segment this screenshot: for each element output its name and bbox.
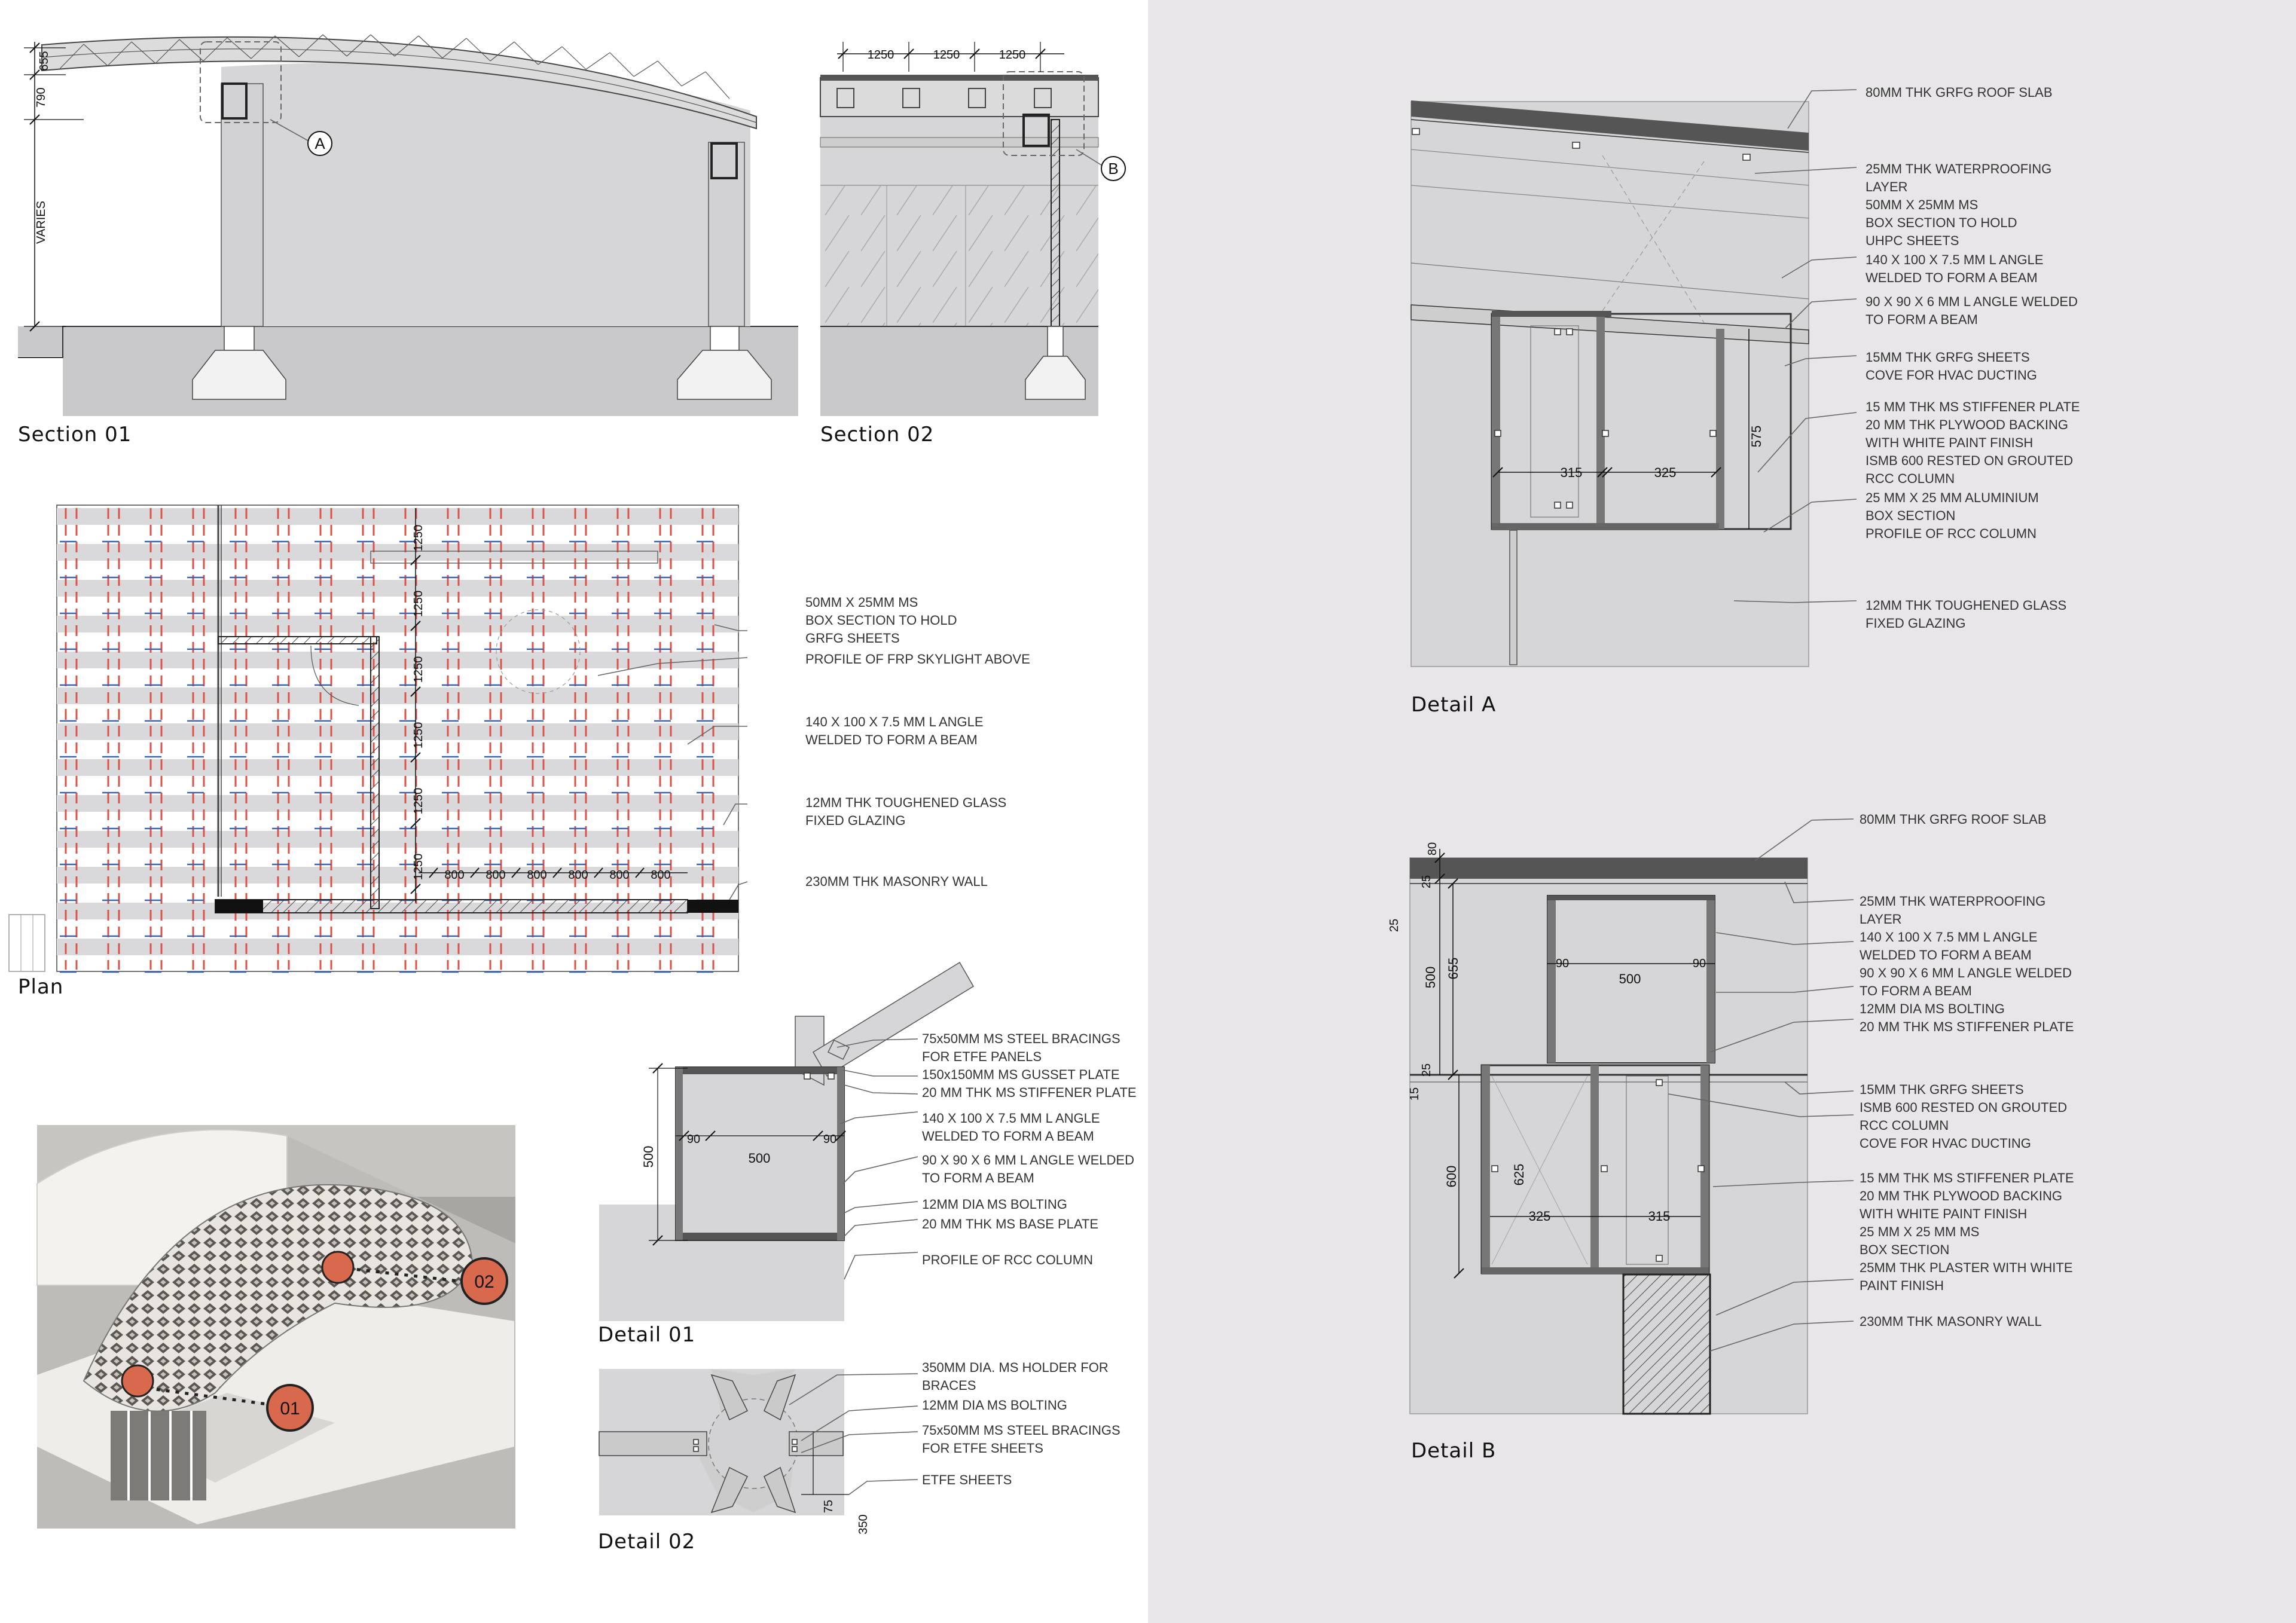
annotation-note: RCC COLUMN xyxy=(1860,1118,1949,1133)
section-02-drawing xyxy=(820,42,1125,416)
annotation-note: TO FORM A BEAM xyxy=(922,1170,1034,1185)
detail-b-dim-315: 315 xyxy=(1648,1209,1671,1224)
annotation-note: WITH WHITE PAINT FINISH xyxy=(1866,435,2034,450)
annotation-note: 75x50MM MS STEEL BRACINGS xyxy=(922,1031,1120,1046)
annotation-note: 25MM THK PLASTER WITH WHITE xyxy=(1860,1260,2073,1275)
plan-dim-vertical: 1250 xyxy=(412,853,425,881)
annotation-note: 80MM THK GRFG ROOF SLAB xyxy=(1860,812,2047,827)
section-02-dim-2: 1250 xyxy=(933,48,960,62)
annotation-note: 20 MM THK PLYWOOD BACKING xyxy=(1860,1188,2063,1203)
annotation-note: 12MM DIA MS BOLTING xyxy=(1860,1001,2005,1016)
section-01-title: Section 01 xyxy=(18,423,132,447)
annotation-note: 140 X 100 X 7.5 MM L ANGLE xyxy=(1860,930,2038,945)
detail-b-dim-90a: 90 xyxy=(1555,957,1570,970)
annotation-note: TO FORM A BEAM xyxy=(1860,983,1972,998)
plan-band xyxy=(57,544,738,561)
detail-02-dim-350: 350 xyxy=(857,1514,870,1535)
plan-drawing xyxy=(9,505,747,972)
plan-dim-horizontal: 800 xyxy=(651,869,671,882)
annotation-note: 20 MM THK MS STIFFENER PLATE xyxy=(922,1085,1137,1100)
annotation-note: 15MM THK GRFG SHEETS xyxy=(1866,350,2030,365)
detail-a-title: Detail A xyxy=(1411,693,1497,717)
detail-b-dim-325: 325 xyxy=(1528,1209,1551,1224)
annotation-note: BRACES xyxy=(922,1378,976,1393)
annotation-note: 25 MM X 25 MM MS xyxy=(1860,1224,1980,1239)
detail-a-drawing xyxy=(1411,90,1857,667)
annotation-note: 12MM THK TOUGHENED GLASS xyxy=(805,795,1007,810)
detail-01-dim-500h: 500 xyxy=(748,1151,771,1166)
annotation-note: 350MM DIA. MS HOLDER FOR xyxy=(922,1360,1109,1375)
detail-a-dim-575: 575 xyxy=(1749,425,1764,448)
section-01-dim-varies: VARIES xyxy=(35,201,48,244)
section-02-dim-3: 1250 xyxy=(999,48,1026,62)
section-01-dim-655: 655 xyxy=(38,51,51,71)
annotation-note: 12MM DIA MS BOLTING xyxy=(922,1197,1067,1212)
annotation-note: 20 MM THK MS STIFFENER PLATE xyxy=(1860,1019,2074,1034)
detail-02-dim-75: 75 xyxy=(822,1499,835,1514)
annotation-note: WELDED TO FORM A BEAM xyxy=(1860,947,2032,962)
annotation-note: BOX SECTION TO HOLD xyxy=(1866,215,2017,230)
annotation-note: 230MM THK MASONRY WALL xyxy=(805,874,988,889)
annotation-note: LAYER xyxy=(1866,179,1908,194)
section-01-dim-790: 790 xyxy=(35,87,48,108)
detail-b-dim-25a: 25 xyxy=(1420,875,1433,889)
section-01-drawing xyxy=(18,35,798,416)
plan-band xyxy=(57,723,738,740)
detail-a-dim-315: 315 xyxy=(1560,465,1583,480)
detail-a-dim-325: 325 xyxy=(1654,465,1677,480)
annotation-note: WITH WHITE PAINT FINISH xyxy=(1860,1206,2028,1221)
plan-band xyxy=(57,831,738,848)
plan-band xyxy=(57,759,738,776)
detail-01-notes xyxy=(922,1031,1137,1267)
annotation-note: 140 X 100 X 7.5 MM L ANGLE xyxy=(922,1111,1100,1126)
annotation-note: BOX SECTION xyxy=(1860,1242,1950,1257)
annotation-note: FOR ETFE SHEETS xyxy=(922,1441,1043,1456)
annotation-note: 20 MM THK PLYWOOD BACKING xyxy=(1866,417,2069,432)
callout-b-label: B xyxy=(1108,160,1119,178)
detail-b-dim-15: 15 xyxy=(1408,1087,1421,1101)
annotation-note: 90 X 90 X 6 MM L ANGLE WELDED xyxy=(1860,965,2072,980)
annotation-note: FIXED GLAZING xyxy=(1866,616,1966,631)
section-02-title: Section 02 xyxy=(820,423,935,447)
annotation-note: BOX SECTION xyxy=(1866,508,1956,523)
annotation-note: UHPC SHEETS xyxy=(1866,233,1959,248)
annotation-note: 50MM X 25MM MS xyxy=(1866,197,1979,212)
detail-01-drawing xyxy=(599,962,973,1321)
plan-band xyxy=(57,687,738,704)
annotation-note: TO FORM A BEAM xyxy=(1866,312,1978,327)
annotation-note: 15MM THK GRFG SHEETS xyxy=(1860,1082,2024,1097)
annotation-note: PAINT FINISH xyxy=(1860,1278,1944,1293)
detail-b-dim-90b: 90 xyxy=(1692,957,1706,970)
detail-b-dim-600: 600 xyxy=(1444,1165,1459,1188)
render-image xyxy=(37,1125,515,1529)
annotation-note: LAYER xyxy=(1860,912,1902,927)
detail-02-title: Detail 02 xyxy=(598,1530,696,1554)
annotation-note: 140 X 100 X 7.5 MM L ANGLE xyxy=(805,714,984,729)
annotation-note: 50MM X 25MM MS xyxy=(805,595,918,610)
annotation-note: COVE FOR HVAC DUCTING xyxy=(1860,1136,2031,1151)
plan-dim-vertical: 1250 xyxy=(412,722,425,749)
plan-dim-horizontal: 800 xyxy=(444,869,465,882)
detail-01-title: Detail 01 xyxy=(598,1323,696,1347)
detail-b-dim-625: 625 xyxy=(1512,1163,1526,1186)
annotation-note: ETFE SHEETS xyxy=(922,1472,1012,1487)
section-02-dim-1: 1250 xyxy=(867,48,894,62)
plan-dim-horizontal: 800 xyxy=(568,869,588,882)
plan-dim-horizontal: 800 xyxy=(527,869,547,882)
annotation-note: 140 X 100 X 7.5 MM L ANGLE xyxy=(1866,252,2044,267)
plan-dim-horizontal: 800 xyxy=(486,869,506,882)
plan-title: Plan xyxy=(18,975,64,999)
annotation-note: ISMB 600 RESTED ON GROUTED xyxy=(1860,1100,2068,1115)
annotation-note: GRFG SHEETS xyxy=(805,631,900,646)
annotation-note: 230MM THK MASONRY WALL xyxy=(1860,1314,2042,1329)
plan-dim-horizontal: 800 xyxy=(609,869,630,882)
detail-02-drawing xyxy=(599,1369,918,1535)
annotation-note: WELDED TO FORM A BEAM xyxy=(922,1129,1094,1144)
annotation-note: FIXED GLAZING xyxy=(805,813,906,828)
plan-band xyxy=(57,616,738,632)
plan-band xyxy=(57,580,738,597)
plan-band xyxy=(57,508,738,525)
section-01-ground xyxy=(18,326,798,416)
callout-a-label: A xyxy=(315,135,325,152)
plan-band xyxy=(57,795,738,812)
annotation-note: PROFILE OF RCC COLUMN xyxy=(922,1252,1094,1267)
plan-dim-vertical: 1250 xyxy=(412,590,425,618)
plan-band xyxy=(57,867,738,884)
detail-b-title: Detail B xyxy=(1411,1439,1497,1463)
detail-b-dim-25b: 25 xyxy=(1388,918,1401,933)
detail-b-dim-655: 655 xyxy=(1446,957,1461,980)
annotation-note: 80MM THK GRFG ROOF SLAB xyxy=(1866,85,2053,100)
marker-02-label: 02 xyxy=(474,1272,494,1292)
annotation-note: 15 MM THK MS STIFFENER PLATE xyxy=(1860,1170,2074,1185)
detail-01-dim-90a: 90 xyxy=(686,1133,701,1146)
detail-b-dim-25c: 25 xyxy=(1420,1063,1433,1077)
annotation-note: 15 MM THK MS STIFFENER PLATE xyxy=(1866,399,2080,414)
plan-band xyxy=(57,652,738,668)
annotation-note: 12MM DIA MS BOLTING xyxy=(922,1398,1067,1413)
annotation-note: COVE FOR HVAC DUCTING xyxy=(1866,368,2037,383)
detail-01-dim-90b: 90 xyxy=(823,1133,837,1146)
plan-dim-vertical: 1250 xyxy=(412,524,425,552)
annotation-note: WELDED TO FORM A BEAM xyxy=(805,732,978,747)
annotation-note: 75x50MM MS STEEL BRACINGS xyxy=(922,1423,1120,1438)
annotation-note: WELDED TO FORM A BEAM xyxy=(1866,270,2038,285)
detail-02-notes xyxy=(922,1360,1120,1487)
detail-b-dim-500: 500 xyxy=(1423,966,1438,989)
detail-b-dim-500h: 500 xyxy=(1619,971,1641,986)
plan-band xyxy=(57,939,738,955)
annotation-note: RCC COLUMN xyxy=(1866,471,1955,486)
plan-dim-vertical: 1250 xyxy=(412,656,425,683)
annotation-note: 150x150MM MS GUSSET PLATE xyxy=(922,1067,1120,1082)
annotation-note: 12MM THK TOUGHENED GLASS xyxy=(1866,598,2067,613)
annotation-note: 25MM THK WATERPROOFING xyxy=(1866,161,2052,176)
marker-01-label: 01 xyxy=(280,1399,300,1419)
plan-dim-vertical: 1250 xyxy=(412,787,425,815)
annotation-note: 25MM THK WATERPROOFING xyxy=(1860,894,2046,909)
annotation-note: 90 X 90 X 6 MM L ANGLE WELDED xyxy=(1866,294,2078,309)
plan-notes xyxy=(805,595,1030,889)
annotation-note: 25 MM X 25 MM ALUMINIUM xyxy=(1866,490,2039,505)
annotation-note: PROFILE OF RCC COLUMN xyxy=(1866,526,2037,541)
annotation-note: FOR ETFE PANELS xyxy=(922,1049,1042,1064)
annotation-note: BOX SECTION TO HOLD xyxy=(805,613,957,628)
annotation-note: PROFILE OF FRP SKYLIGHT ABOVE xyxy=(805,652,1030,667)
annotation-note: 20 MM THK MS BASE PLATE xyxy=(922,1217,1099,1231)
annotation-note: ISMB 600 RESTED ON GROUTED xyxy=(1866,453,2074,468)
annotation-note: 90 X 90 X 6 MM L ANGLE WELDED xyxy=(922,1153,1134,1167)
detail-b-drawing xyxy=(1388,819,1854,1414)
detail-01-dim-500v: 500 xyxy=(641,1145,656,1168)
detail-b-dim-80: 80 xyxy=(1426,842,1439,856)
